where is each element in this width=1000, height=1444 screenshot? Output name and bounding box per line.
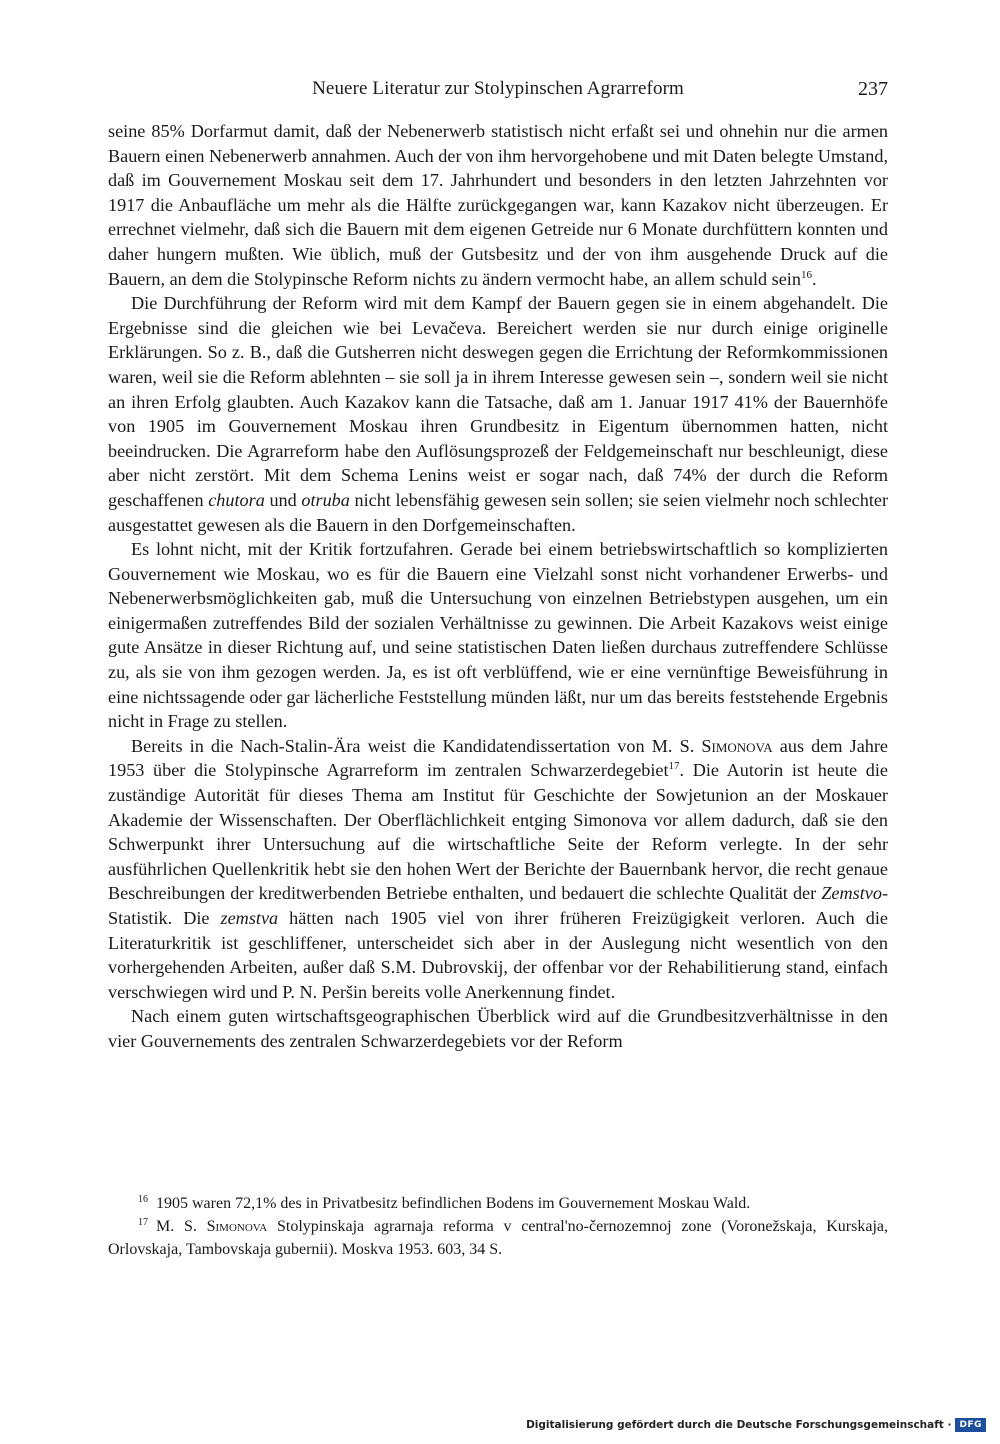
- italic-term-zemstvo: Zemstvo: [821, 883, 882, 904]
- footnote-ref-17: 17: [668, 760, 680, 773]
- running-title: Neuere Literatur zur Stolypinschen Agrarreform: [312, 78, 684, 99]
- page-header: [108, 78, 888, 102]
- paragraph-text: .: [811, 268, 817, 289]
- paragraph-3: [108, 537, 888, 734]
- digitization-notice: Digitalisierung gefördert durch die Deutsche Forschungsgemeinschaft ·: [526, 1419, 952, 1431]
- author-name-smallcaps: Simonova: [701, 735, 773, 756]
- digitization-footer: [526, 1416, 986, 1434]
- footnote-17: [108, 1215, 888, 1261]
- paragraph-text: und: [264, 489, 302, 510]
- italic-term-chutora: chutora: [208, 489, 265, 510]
- paragraph-text: Bereits in die Nach-Stalin-Ära weist die Kandidatendissertation von M. S.: [131, 735, 702, 756]
- footnotes: [108, 1192, 888, 1261]
- paragraph-1: [108, 119, 888, 291]
- footnote-author: M. S. Simonova: [156, 1218, 268, 1235]
- page-number: 237: [858, 78, 888, 100]
- paragraph-text: aus dem Jahre 1953 über die Stolypinsche Agrarreform im zentralen Schwarzerdegebiet: [108, 735, 888, 781]
- paragraph-text: Nach einem guten wirtschaftsgeographischen Überblick wird auf die Grundbesitzverhältnisse in den vier Gouvernements des zentralen Schwarzerdegebiets vor der Reform: [108, 1006, 888, 1051]
- footnote-number: 17: [138, 1216, 148, 1228]
- footnote-text: 1905 waren 72,1% des in Privatbesitz befindlichen Bodens im Gouvernement Moskau Wald.: [156, 1195, 751, 1212]
- paragraph-text: Die Durchführung der Reform wird mit dem Kampf der Bauern gegen sie in einem abgehandelt. Die Ergebnisse sind die gleichen wie bei Levačeva. Bereichert werden sie nur durch einige originelle Erklärungen. So z. B., daß die Gutsherren nicht deswegen gegen die Errichtung der Reformkommissionen waren, weil sie die Reform ablehnten – sie soll ja in ihrem Interesse gewesen sein –, sondern weil sie nicht an ihren Erfolg glaubten. Auch Kazakov kann die Tatsache, daß am 1. Januar 1917 41% der Bauernhöfe von 1905 im Gouvernement Moskau ihren Grundbesitz in Eigentum übernommen hatten, nicht beeindrucken. Die Agrarreform habe den Auflösungsprozeß der Feldgemeinschaft nur beschleunigt, diese aber nicht zerstört. Mit dem Schema Lenins weist er sogar nach, daß 74% der durch die Reform geschaffenen: [108, 293, 888, 510]
- paragraph-text: . Die Autorin ist heute die zuständige Autorität für dieses Thema am Institut für Geschichte der Sowjetunion an der Moskauer Akademie der Wissenschaften. Der Oberflächlichkeit entging Simonova vor allem dadurch, daß sie den Schwerpunkt ihrer Untersuchung auf die wirtschaftliche Seite der Reform verlegte. In der sehr ausführlichen Quellenkritik hebt sie den hohen Wert der Berichte der Bauernbank hervor, die recht genaue Beschreibungen der kreditwerbenden Betriebe enthalten, und bedauert die schlechte Qualität der: [108, 760, 888, 904]
- footnote-16: [108, 1192, 888, 1215]
- body-text: [108, 119, 888, 1054]
- paragraph-4: [108, 734, 888, 1005]
- paragraph-text: nicht lebensfähig gewesen sein sollen; sie seien vielmehr noch schlechter ausgestattet gewesen als die Bauern in den Dorfgemeinschaften.: [108, 489, 888, 535]
- footnote-text: Stolypinskaja agrarnaja reforma v central'no-černozemnoj zone (Voronežskaja, Kurskaja, Orlovskaja, Tambovskaja gubernii). Moskva 1953. 603, 34 S.: [108, 1218, 888, 1258]
- dfg-logo: DFG: [955, 1418, 986, 1432]
- paragraph-text: -Statistik. Die: [108, 883, 888, 928]
- footnote-number: 16: [138, 1193, 148, 1205]
- paragraph-text: Es lohnt nicht, mit der Kritik fortzufahren. Gerade bei einem betriebswirtschaftlich so komplizierten Gouvernement wie Moskau, wo es für die Bauern eine Vielzahl sonst nicht vorhandener Erwerbs- und Nebenerwerbsmöglichkeiten gab, muß die Untersuchung von einzelnen Betriebstypen ausgehen, um ein einigermaßen zutreffendes Bild der sozialen Verhältnisse zu gewinnen. Die Arbeit Kazakovs weist einige gute Ansätze in dieser Richtung auf, und seine statistischen Daten ließen durchaus zutreffendere Schlüsse zu, als sie von ihm gezogen werden. Ja, es ist oft verblüffend, wie er eine vernünftige Beweisführung in eine nichtssagende oder gar lächerliche Feststellung münden läßt, nur um das bereits feststehende Ergebnis nicht in Frage zu stellen.: [108, 539, 888, 732]
- italic-term-zemstva: zemstva: [220, 908, 279, 928]
- italic-term-otruba: otruba: [301, 489, 350, 510]
- paragraph-5: [108, 1004, 888, 1053]
- footnote-ref-16: 16: [800, 268, 812, 281]
- paragraph-2: [108, 291, 888, 537]
- paragraph-text: seine 85% Dorfarmut damit, daß der Nebenerwerb statistisch nicht erfaßt sei und ohnehin nur die armen Bauern einen Nebenerwerb annahmen. Auch der von ihm hervorgehobene und mit Daten belegte Umstand, daß im Gouvernement Moskau seit dem 17. Jahrhundert und besonders in den letzten Jahrzehnten vor 1917 die Anbaufläche um mehr als die Hälfte zurückgegangen war, kann Kazakov nicht überzeugen. Er errechnet vielmehr, daß sich die Bauern mit dem eigenen Getreide nur 6 Monate durchfüttern konnten und daher hungern mußten. Wie üblich, muß der Gutsbesitz und der von ihm ausgehende Druck auf die Bauern, an dem die Stolypinsche Reform nichts zu ändern vermocht habe, an allem schuld sein: [108, 121, 888, 289]
- paragraph-text: hätten nach 1905 viel von ihrer früheren Freizügigkeit verloren. Auch die Literaturkritik ist geschliffener, unterscheidet sich aber in der Auslegung nicht wesentlich von den vorhergehenden Arbeiten, außer daß S.M. Dubrovskij, der offenbar vor der Rehabilitierung stand, einfach verschwiegen wird und P. N. Peršin bereits volle Anerkennung findet.: [108, 908, 888, 1002]
